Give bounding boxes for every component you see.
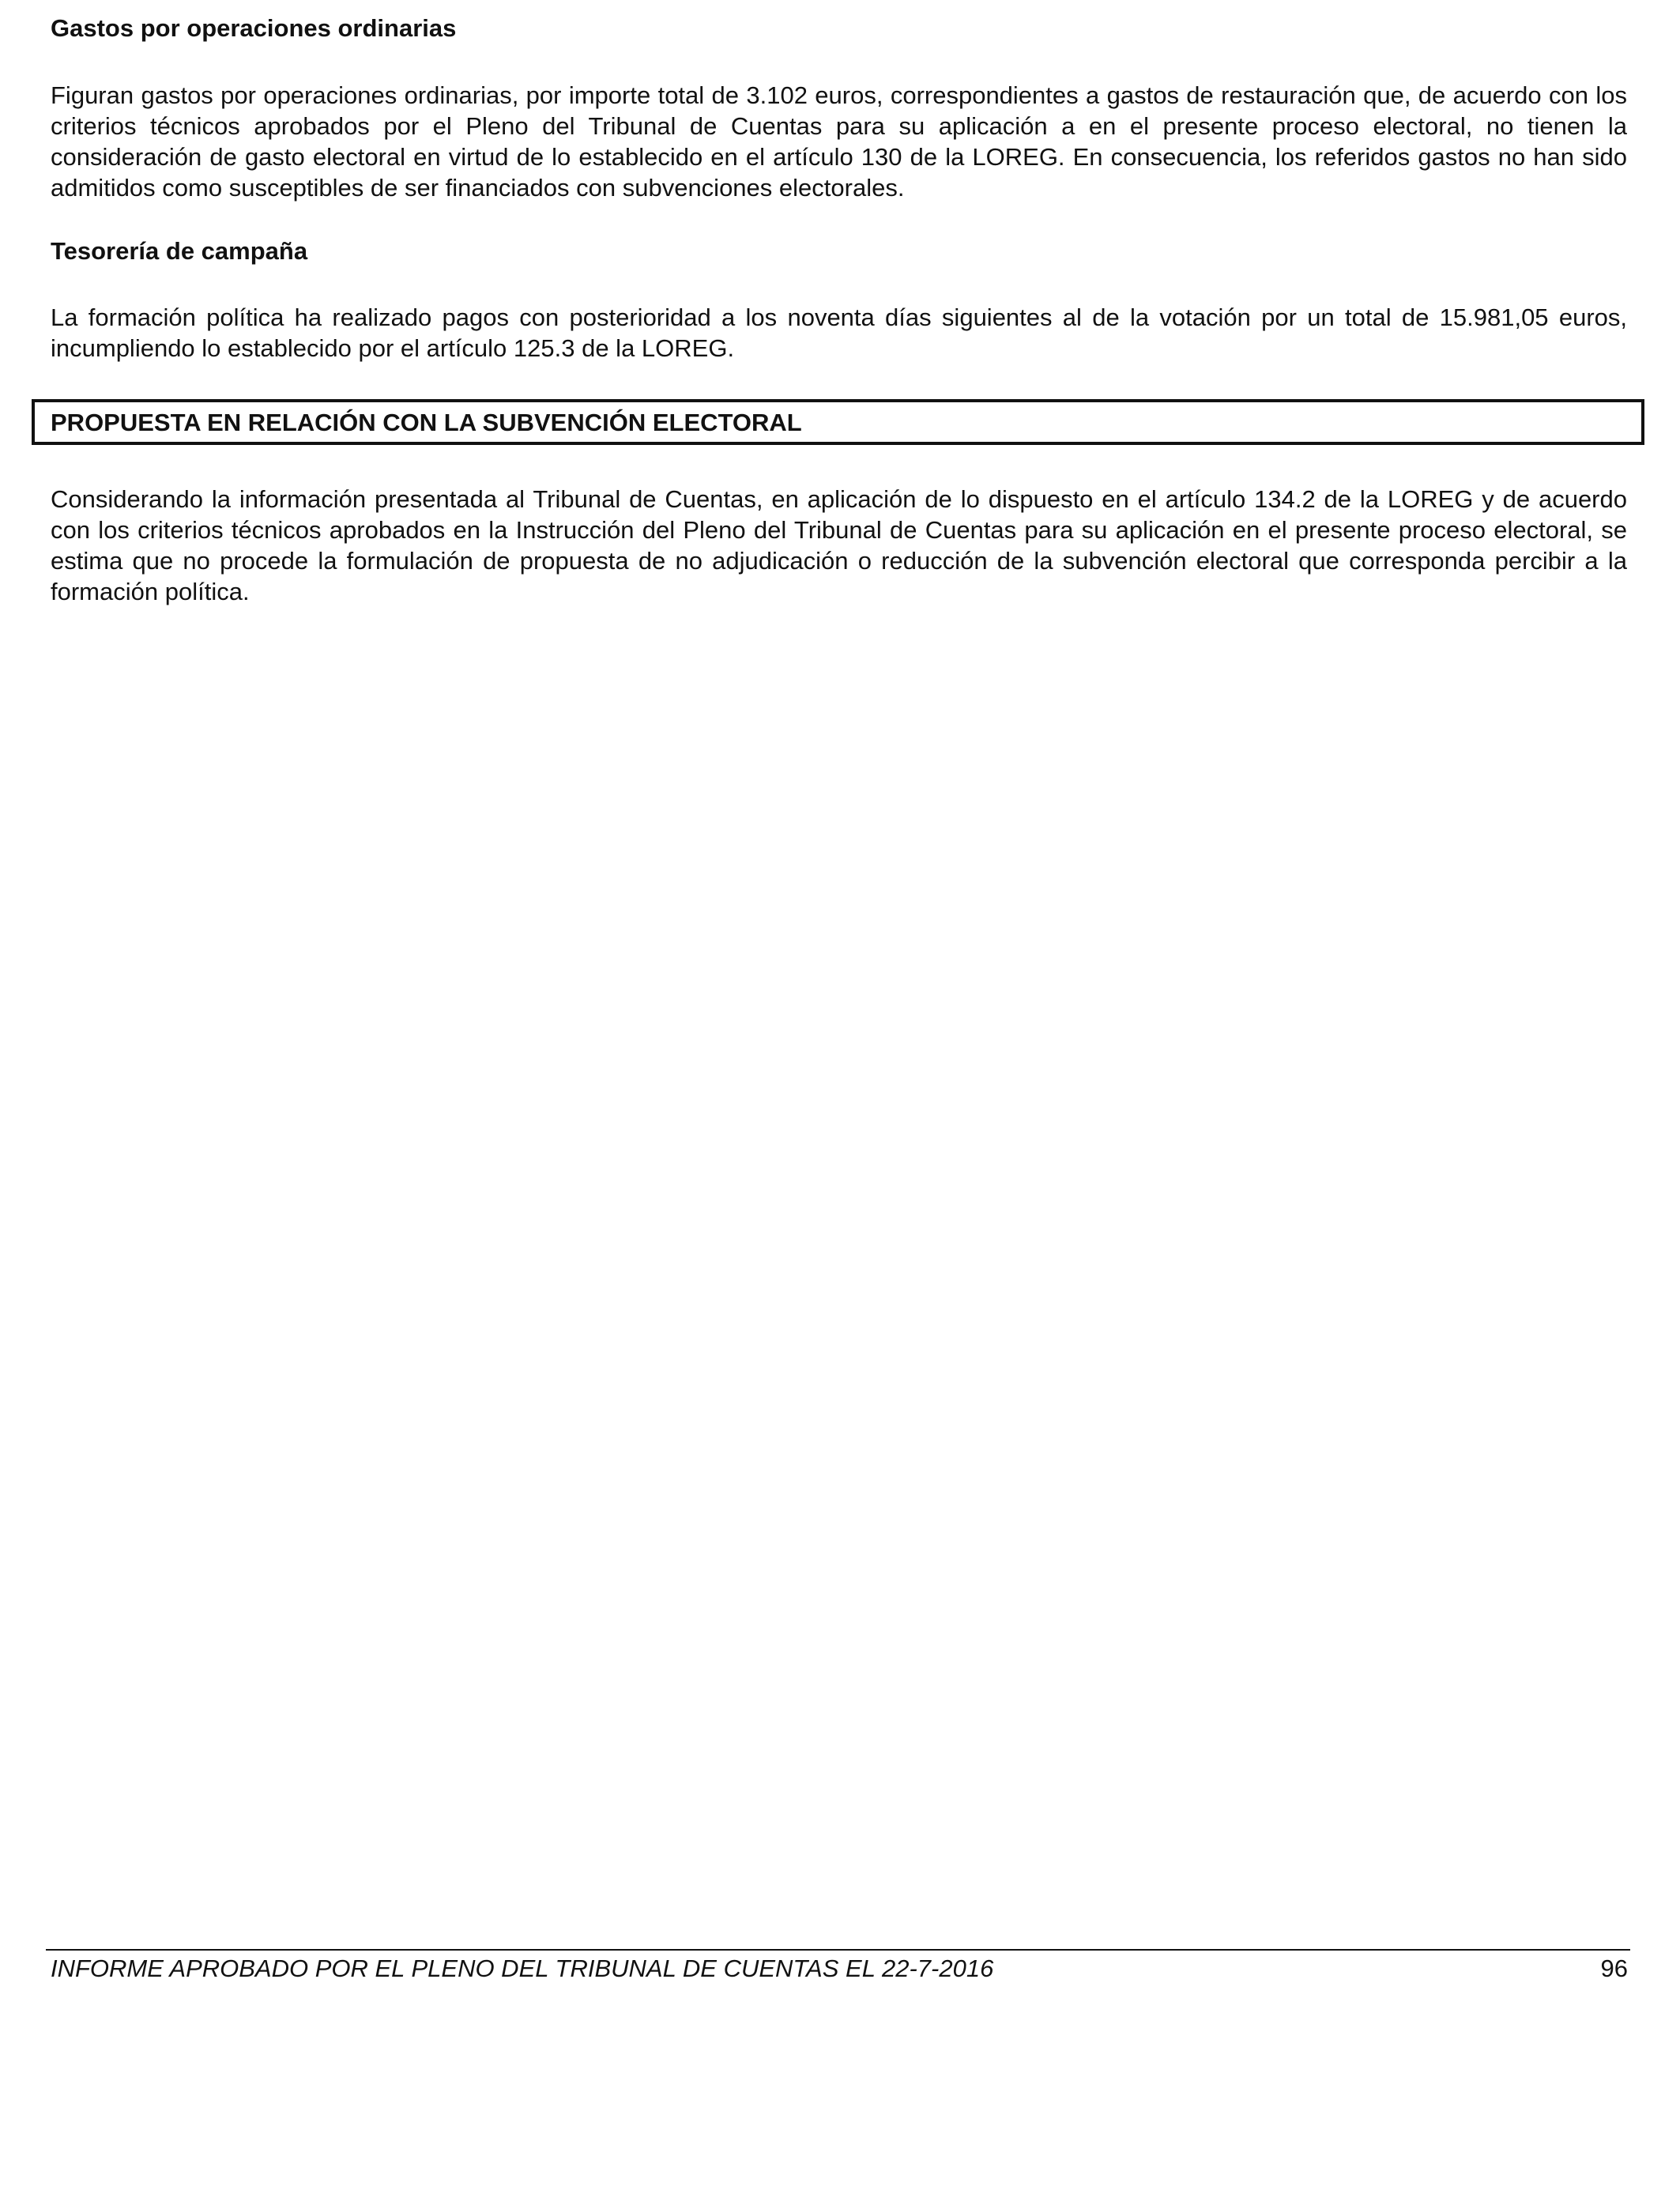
section-heading-tesoreria: Tesorería de campaña	[51, 237, 308, 265]
proposal-title: PROPUESTA EN RELACIÓN CON LA SUBVENCIÓN ELECTORAL	[51, 409, 802, 436]
footer-divider	[46, 1949, 1630, 1951]
section-paragraph-tesoreria: La formación política ha realizado pagos con posterioridad a los noventa días siguientes al de la votación por un total de 15.981,05 euros, incumpliendo lo establecido por el artículo 125.3 de la LOREG.	[51, 303, 1627, 362]
proposal-paragraph: Considerando la información presentada al Tribunal de Cuentas, en aplicación de lo dispuesto en el artículo 134.2 de la LOREG y de acuerdo con los criterios técnicos aprobados en la Instrucción del Pleno del Tribunal de Cuentas para su aplicación en el presente proceso electoral, se estima que no procede la formulación de propuesta de no adjudicación o reducción de la subvención electoral que corresponda percibir a la formación política.	[51, 485, 1627, 605]
footer-report-note: INFORME APROBADO POR EL PLENO DEL TRIBUNAL DE CUENTAS EL 22-7-2016	[51, 1955, 994, 1982]
page-number: 96	[1600, 1955, 1628, 1982]
section-paragraph-gastos-ordinarias: Figuran gastos por operaciones ordinarias, por importe total de 3.102 euros, correspondientes a gastos de restauración que, de acuerdo con los criterios técnicos aprobados por el Pleno del Tribunal de Cuentas para su aplicación a en el presente proceso electoral, no tienen la consideración de gasto electoral en virtud de lo establecido en el artículo 130 de la LOREG. En consecuencia, los referidos gastos no han sido admitidos como susceptibles de ser financiados con subvenciones electorales.	[51, 81, 1627, 202]
proposal-title-box	[32, 399, 1644, 445]
section-heading-gastos-ordinarias: Gastos por operaciones ordinarias	[51, 14, 457, 42]
